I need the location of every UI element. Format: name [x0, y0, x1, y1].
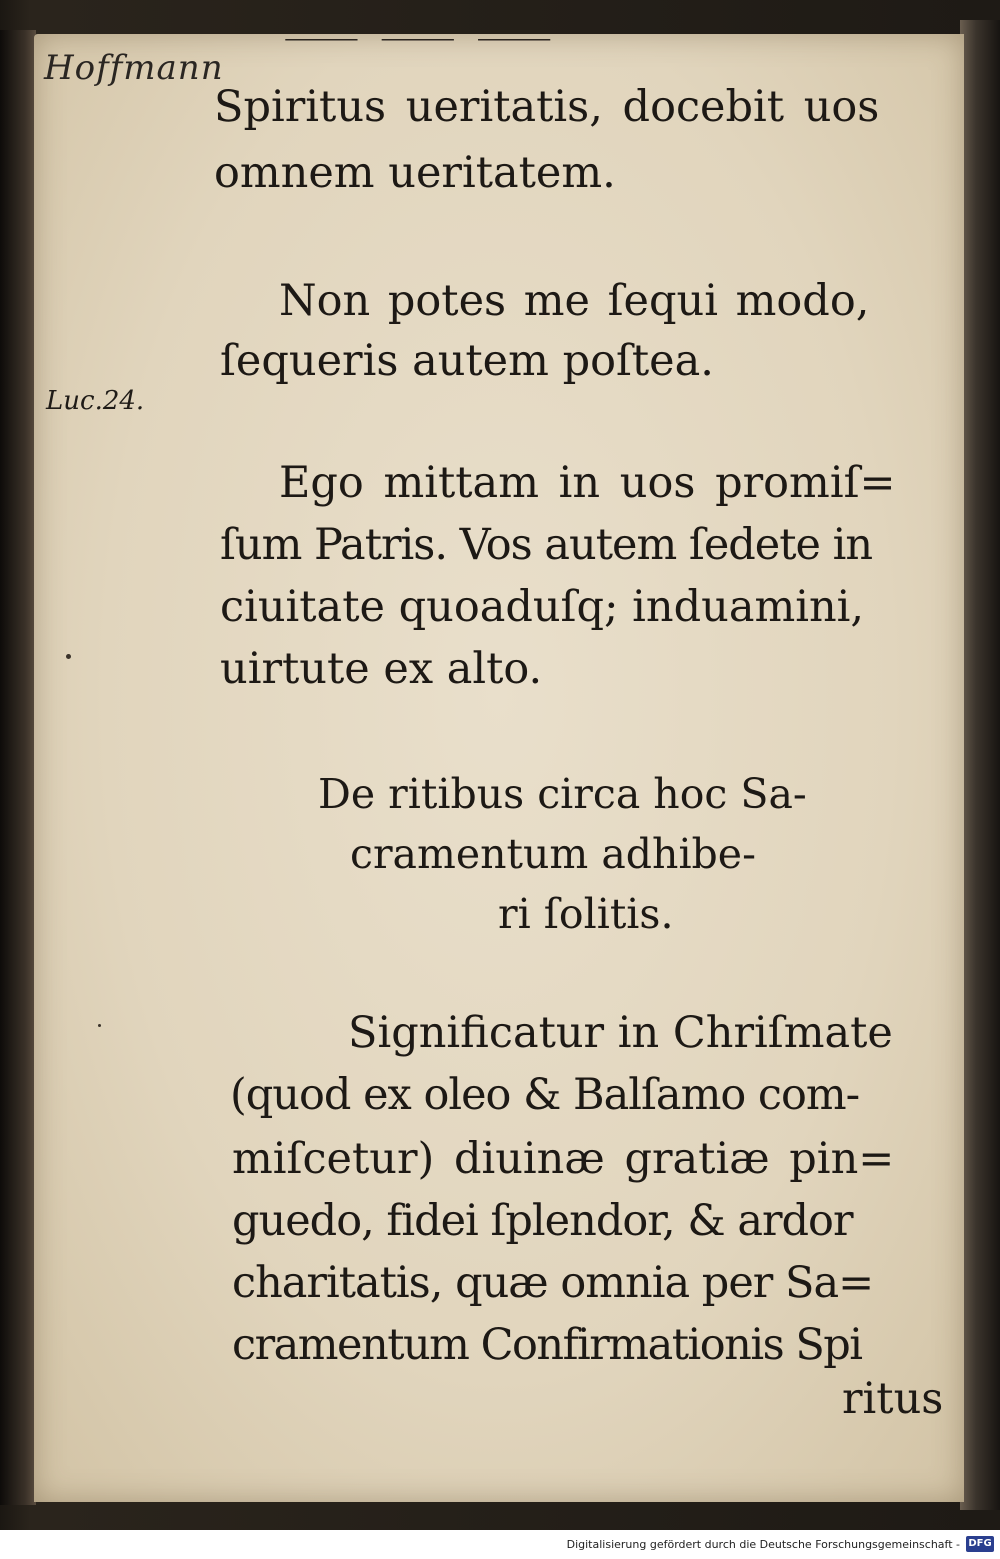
book-left-edge [0, 30, 36, 1505]
text-line-1: Spiritus ueritatis, docebit uos [214, 82, 880, 132]
text-line-10: (quod ex oleo & Balſamo com- [230, 1070, 860, 1120]
section-heading-line-3: ri ſolitis. [498, 890, 674, 938]
digitization-footer [0, 1530, 1000, 1559]
text-line-12: guedo, fidei ſplendor, & ardor [232, 1196, 853, 1246]
paper-speck [66, 654, 71, 659]
text-line-14: cramentum Confirmationis Spi [232, 1320, 862, 1370]
text-line-6: ſum Patris. Vos autem ſedete in [220, 520, 873, 570]
section-heading-line-1: De ritibus circa hoc Sa- [318, 770, 807, 818]
text-line-5: Ego mittam in uos promiſ= [279, 458, 896, 508]
text-line-13: charitatis, quæ omnia per Sa= [232, 1258, 874, 1308]
text-line-7: ciuitate quoaduſq; induamini, [220, 582, 865, 632]
handwritten-note: Hoffmann [44, 48, 224, 88]
book-page [34, 21, 964, 1502]
book-right-edge [960, 20, 1000, 1510]
marginal-reference: Luc.24. [46, 386, 145, 416]
text-line-2: omnem ueritatem. [214, 148, 616, 198]
cropped-running-head: ⸻ ⸻ ⸻ [284, 21, 558, 56]
dfg-logo: DFG [966, 1536, 994, 1552]
text-line-11: miſcetur) diuinæ gratiæ pin= [232, 1134, 895, 1184]
catchword: ritus [842, 1374, 944, 1424]
paper-speck [98, 1024, 101, 1027]
section-heading-line-2: cramentum adhibe- [350, 830, 756, 878]
text-line-8: uirtute ex alto. [220, 644, 543, 694]
text-line-9: Significatur in Chriſmate [348, 1008, 893, 1058]
footer-credit-text: Digitalisierung gefördert durch die Deutsche Forschungsgemeinschaft - [566, 1538, 960, 1551]
text-line-4: ſequeris autem poſtea. [220, 336, 714, 386]
text-line-3: Non potes me ſequi modo, [279, 276, 870, 326]
